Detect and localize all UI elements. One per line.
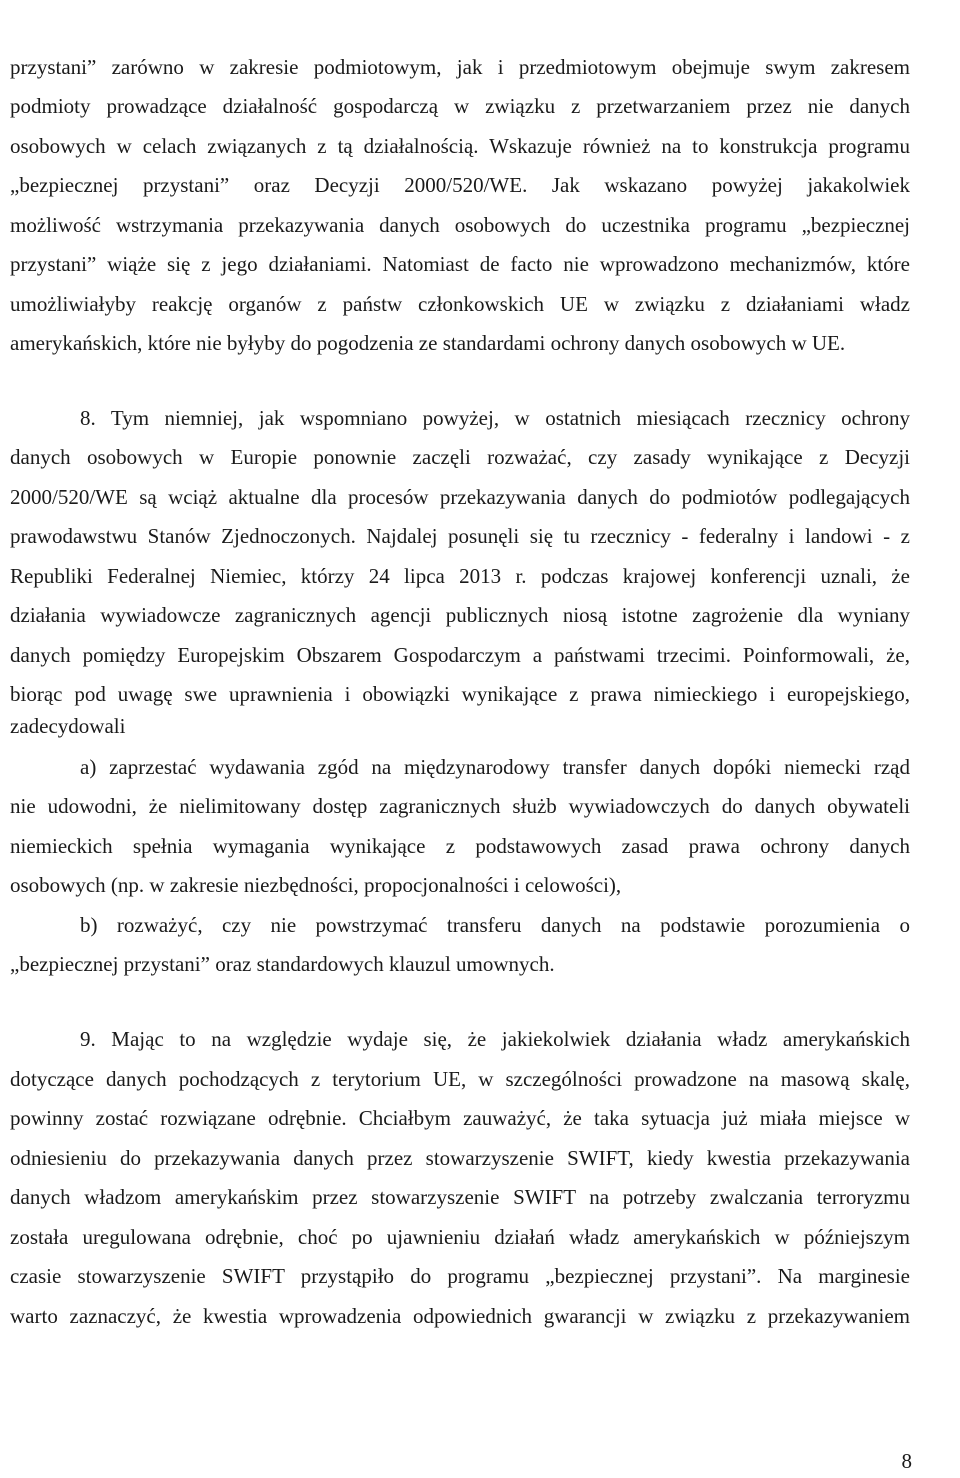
text-line: czasie stowarzyszenie SWIFT przystąpiło do programu „bezpiecznej przystani”. Na marginesie — [10, 1264, 910, 1288]
text-line: przystani” wiąże się z jego działaniami. Natomiast de facto nie wprowadzono mechanizmów, które — [10, 252, 910, 276]
text-line: umożliwiałyby reakcję organów z państw członkowskich UE w związku z działaniami władz — [10, 292, 910, 316]
text-line: działania wywiadowcze zagranicznych agencji publicznych niosą istotne zagrożenie dla wyniany — [10, 603, 910, 627]
text-line: dotyczące danych pochodzących z terytorium UE, w szczególności prowadzone na masową skalę, — [10, 1067, 910, 1091]
text-line: prawodawstwu Stanów Zjednoczonych. Najdalej posunęli się tu rzecznicy - federalny i landowi - z — [10, 524, 910, 548]
text-line: amerykańskich, które nie byłyby do pogodzenia ze standardami ochrony danych osobowych w UE. — [10, 331, 846, 355]
paragraph-8-first-line: 8. Tym niemniej, jak wspomniano powyżej, w ostatnich miesiącach rzecznicy ochrony — [80, 406, 910, 430]
text-line: podmioty prowadzące działalność gospodarczą w związku z przetwarzaniem przez nie danych — [10, 94, 910, 118]
text-line: została uregulowana odrębnie, choć po ujawnieniu działań władz amerykańskich w późniejszym — [10, 1225, 910, 1249]
list-item-a-first-line: a) zaprzestać wydawania zgód na międzynarodowy transfer danych dopóki niemecki rząd — [80, 755, 910, 779]
text-line: odniesieniu do przekazywania danych przez stowarzyszenie SWIFT, kiedy kwestia przekazywania — [10, 1146, 910, 1170]
text-line: przystani” zarówno w zakresie podmiotowym, jak i przedmiotowym obejmuje swym zakresem — [10, 55, 910, 79]
text-line: danych osobowych w Europie ponownie zaczęli rozważać, czy zasady wynikające z Decyzji — [10, 445, 910, 469]
paragraph-9-first-line: 9. Mając to na względzie wydaje się, że jakiekolwiek działania władz amerykańskich — [80, 1027, 910, 1051]
text-line: osobowych (np. w zakresie niezbędności, propocjonalności i celowości), — [10, 873, 622, 897]
text-line: danych pomiędzy Europejskim Obszarem Gospodarczym a państwami trzecimi. Poinformowali, że, — [10, 643, 910, 667]
page-number: 8 — [901, 1449, 912, 1473]
text-line: biorąc pod uwagę swe uprawnienia i obowiązki wynikające z prawa nimieckiego i europejskiego, — [10, 682, 910, 706]
text-line: danych władzom amerykańskim przez stowarzyszenie SWIFT na potrzeby zwalczania terroryzmu — [10, 1185, 910, 1209]
list-item-b-first-line: b) rozważyć, czy nie powstrzymać transferu danych na podstawie porozumienia o — [80, 913, 910, 937]
text-line: zadecydowali — [10, 714, 126, 738]
text-line: możliwość wstrzymania przekazywania danych osobowych do uczestnika programu „bezpiecznej — [10, 213, 910, 237]
text-line: Republiki Federalnej Niemiec, którzy 24 lipca 2013 r. podczas krajowej konferencji uznali, że — [10, 564, 910, 588]
text-line: osobowych w celach związanych z tą działalnością. Wskazuje również na to konstrukcja programu — [10, 134, 910, 158]
text-line: niemieckich spełnia wymagania wynikające z podstawowych zasad prawa ochrony danych — [10, 834, 910, 858]
text-line: warto zaznaczyć, że kwestia wprowadzenia odpowiednich gwarancji w związku z przekazywaniem — [10, 1304, 910, 1328]
text-line: nie udowodni, że nielimitowany dostęp zagranicznych służb wywiadowczych do danych obywateli — [10, 794, 910, 818]
text-line: powinny zostać rozwiązane odrębnie. Chciałbym zauważyć, że taka sytuacja już miała miejsce w — [10, 1106, 910, 1130]
text-line: 2000/520/WE są wciąż aktualne dla procesów przekazywania danych do podmiotów podlegających — [10, 485, 910, 509]
text-line: „bezpiecznej przystani” oraz standardowych klauzul umownych. — [10, 952, 555, 976]
text-line: „bezpiecznej przystani” oraz Decyzji 2000/520/WE. Jak wskazano powyżej jakakolwiek — [10, 173, 910, 197]
